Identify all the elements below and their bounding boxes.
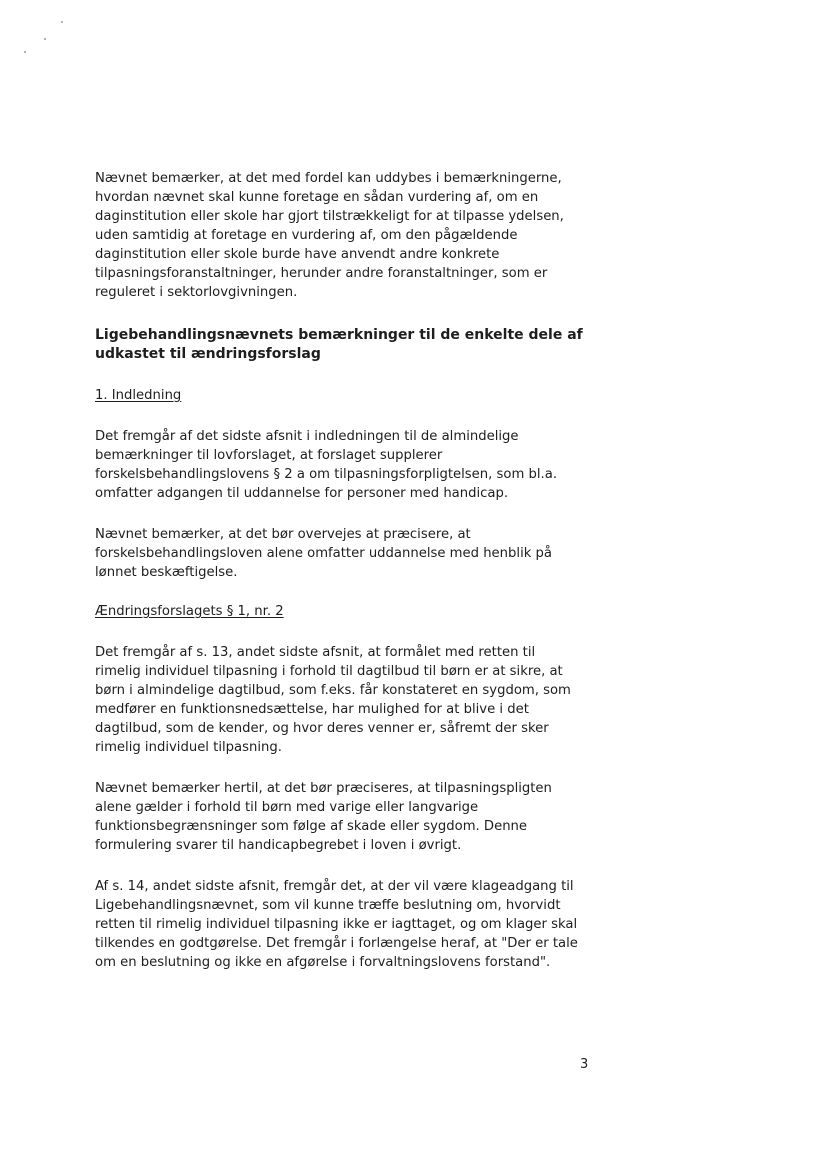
- paragraph-5: [95, 779, 595, 855]
- heading-line: udkastet til ændringsforslag: [95, 346, 321, 362]
- text-line: rimelig individuel tilpasning i forhold til dagtilbud til børn er at sikre, at: [95, 664, 563, 679]
- text-line: Nævnet bemærker, at det med fordel kan uddybes i bemærkningerne,: [95, 171, 562, 186]
- text-line: retten til rimelig individuel tilpasning ikke er iagttaget, og om klager skal: [95, 917, 578, 932]
- text-line: om en beslutning og ikke en afgørelse i forvaltningslovens forstand".: [95, 955, 551, 970]
- text-line: tilpasningsforanstaltninger, herunder andre foranstaltninger, som er: [95, 266, 548, 281]
- page-number: 3: [580, 1057, 589, 1072]
- paragraph-3: [95, 525, 595, 582]
- section-heading: [95, 326, 595, 364]
- text-line: bemærkninger til lovforslaget, at forslaget supplerer: [95, 448, 443, 463]
- text-line: børn i almindelige dagtilbud, som f.eks. får konstateret en sygdom, som: [95, 683, 571, 698]
- paragraph-4: [95, 643, 595, 757]
- text-line: funktionsbegrænsninger som følge af skade eller sygdom. Denne: [95, 819, 528, 834]
- document-body: [95, 169, 595, 972]
- text-line: formulering svarer til handicapbegrebet i loven i øvrigt.: [95, 838, 462, 853]
- scan-speck: [44, 38, 46, 40]
- text-line: dagtilbud, som de kender, og hvor deres venner er, såfremt der sker: [95, 721, 549, 736]
- text-line: forskelsbehandlingsloven alene omfatter uddannelse med henblik på: [95, 546, 553, 561]
- text-line: Ligebehandlingsnævnet, som vil kunne træffe beslutning om, hvorvidt: [95, 898, 561, 913]
- text-line: daginstitution eller skole burde have anvendt andre konkrete: [95, 247, 500, 262]
- paragraph-2: [95, 427, 595, 503]
- paragraph-1: [95, 169, 595, 302]
- text-line: tilkendes en godtgørelse. Det fremgår i forlængelse heraf, at "Der er tale: [95, 936, 578, 951]
- text-line: uden samtidig at foretage en vurdering af, om den pågældende: [95, 228, 518, 243]
- text-line: rimelig individuel tilpasning.: [95, 740, 282, 755]
- scan-speck: [24, 51, 26, 53]
- text-line: alene gælder i forhold til børn med varige eller langvarige: [95, 800, 479, 815]
- text-line: lønnet beskæftigelse.: [95, 565, 238, 580]
- text-line: omfatter adgangen til uddannelse for personer med handicap.: [95, 486, 509, 501]
- text-line: forskelsbehandlingslovens § 2 a om tilpasningsforpligtelsen, som bl.a.: [95, 467, 558, 482]
- subsection-title-indledning: 1. Indledning: [95, 388, 182, 403]
- heading-line: Ligebehandlingsnævnets bemærkninger til de enkelte dele af: [95, 327, 583, 343]
- paragraph-6: [95, 877, 595, 972]
- text-line: medfører en funktionsnedsættelse, har mulighed for at blive i det: [95, 702, 529, 717]
- text-line: Nævnet bemærker hertil, at det bør præciseres, at tilpasningspligten: [95, 781, 552, 796]
- text-line: Nævnet bemærker, at det bør overvejes at præcisere, at: [95, 527, 471, 542]
- text-line: Det fremgår af s. 13, andet sidste afsnit, at formålet med retten til: [95, 645, 536, 660]
- text-line: hvordan nævnet skal kunne foretage en sådan vurdering af, om en: [95, 190, 539, 205]
- text-line: reguleret i sektorlovgivningen.: [95, 285, 298, 300]
- scan-speck: [61, 21, 63, 23]
- subsection-title-aendringsforslag: Ændringsforslagets § 1, nr. 2: [95, 604, 284, 619]
- text-line: Af s. 14, andet sidste afsnit, fremgår det, at der vil være klageadgang til: [95, 879, 574, 894]
- text-line: Det fremgår af det sidste afsnit i indledningen til de almindelige: [95, 429, 519, 444]
- text-line: daginstitution eller skole har gjort tilstrækkeligt for at tilpasse ydelsen,: [95, 209, 564, 224]
